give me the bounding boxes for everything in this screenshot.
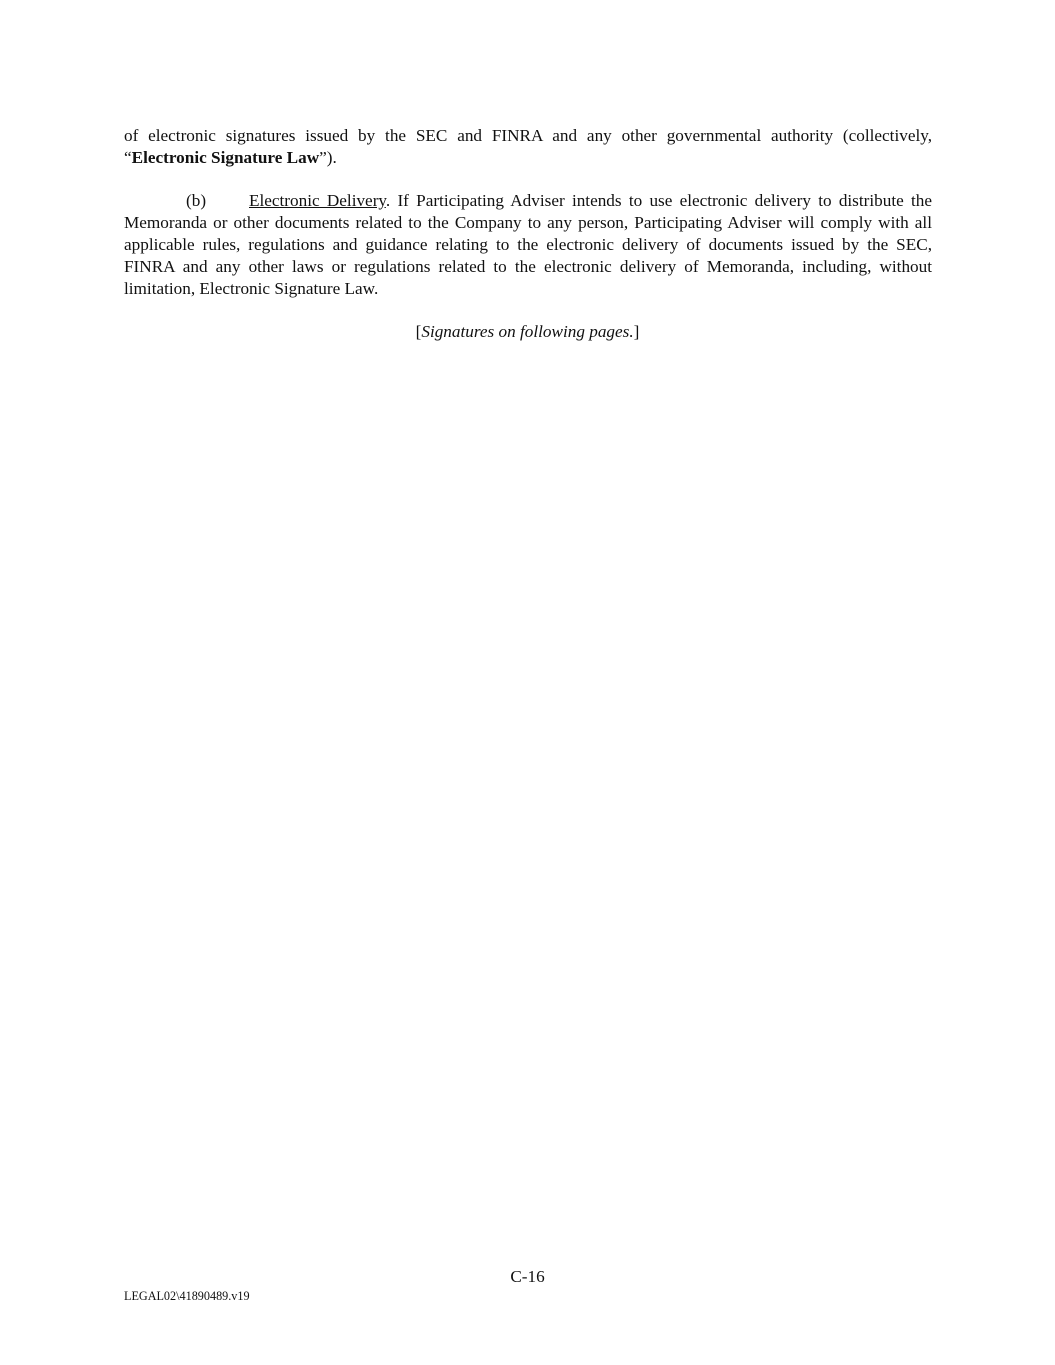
- paragraph-a-continuation: [124, 125, 932, 169]
- document-id: LEGAL02\41890489.v19: [124, 1289, 250, 1303]
- paragraph-b-heading: Electronic Delivery: [249, 191, 386, 210]
- quote-open: “: [124, 148, 132, 167]
- signature-note-close-bracket: ]: [633, 322, 640, 341]
- signature-note: [0, 321, 1055, 343]
- defined-term: Electronic Signature Law: [131, 148, 320, 167]
- page-number: C-16: [510, 1267, 545, 1286]
- paragraph-b-body: . If Participating Adviser intends to use electronic delivery to distribute the Memoranda or other documents related to the Company to any person, Participating Adviser will comply with all applicable rules, regulations and guidance relating to the electronic delivery of documents issued by the SEC, FINRA and any other laws or regulations related to the electronic delivery of Memoranda, including, without limitation, Electronic Signature Law.: [124, 191, 932, 298]
- signature-note-text: Signatures on following pages.: [421, 322, 634, 341]
- paragraph-b-label: (b): [186, 191, 207, 210]
- paragraph-a-line-2: [124, 147, 932, 169]
- quote-close: ”).: [319, 148, 337, 167]
- signature-note-open-bracket: [: [415, 322, 422, 341]
- paragraph-b: [124, 190, 932, 300]
- paragraph-a-line-1: of electronic signatures issued by the SEC and FINRA and any other governmental authority (collectively,: [124, 126, 932, 145]
